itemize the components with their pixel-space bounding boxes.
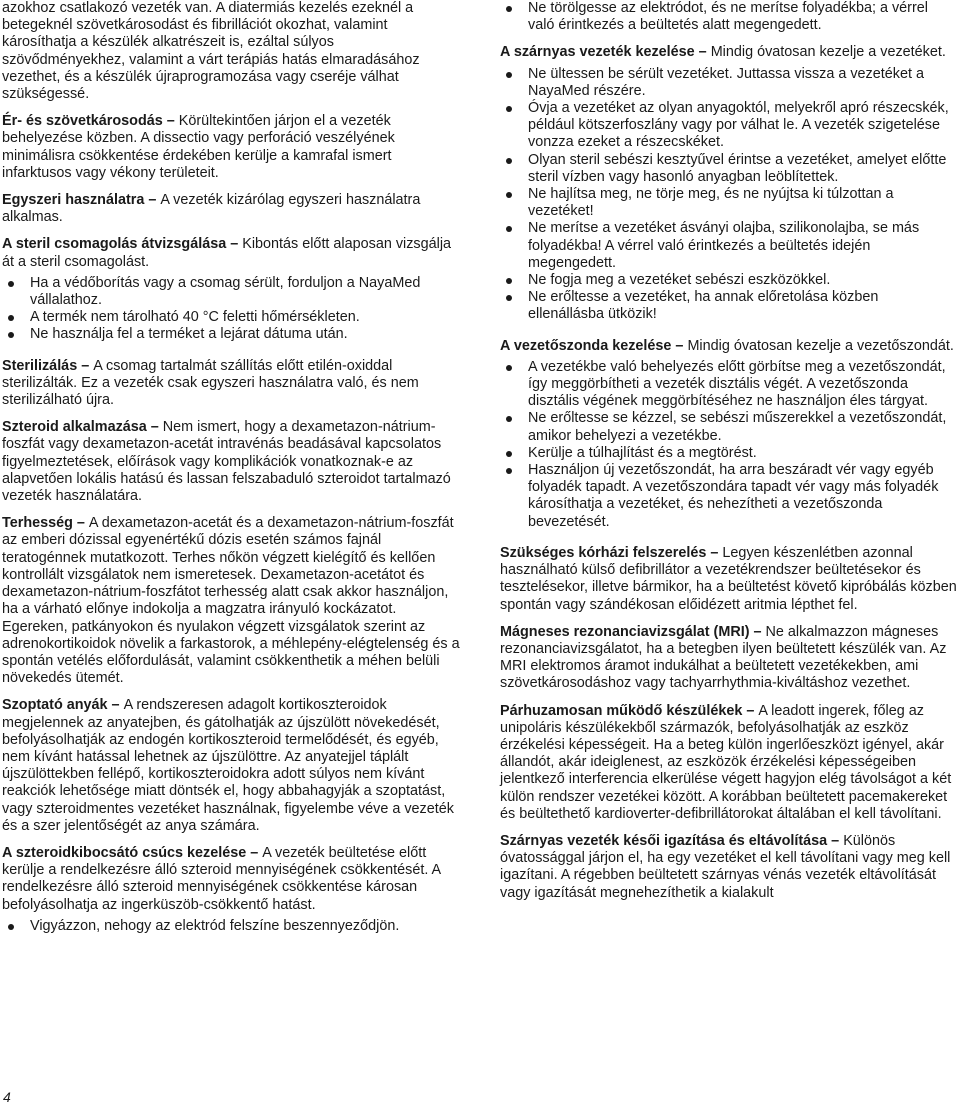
section-sterile-inspection bbox=[2, 236, 460, 270]
section-heading: Párhuzamosan működő készülékek – bbox=[500, 702, 759, 719]
section-single-use bbox=[2, 192, 460, 226]
list-item: Ne törölgesse az elektródot, és ne merítse folyadékba; a vérrel való érintkezés a beültetés alatt megengedett. bbox=[500, 0, 958, 34]
section-nursing-mothers bbox=[2, 697, 460, 835]
section-text: A vezeték beültetése előtt kerülje a rendelkezésre álló szteroid mennyiségének csökkentését. A rendelkezésre álló szteroid mennyiségének csökkentése károsan befolyásolhatja az ingerküszöb-csökkentő hatást. bbox=[2, 844, 441, 913]
section-steroid-tip bbox=[2, 845, 460, 914]
intro-paragraph: azokhoz csatlakozó vezeték van. A diatermiás kezelés ezeknél a betegeknél szövetkárosodást és fibrillációt okozhat, valamint károsíthatja a készülék alkatrészeit is, ezáltal súlyos szövődményekhez, valamint a várt terápiás hatás elmaradásához vezethet, és a készülék újraprogramozása vagy cseréje válhat szükségessé. bbox=[2, 0, 420, 103]
section-vessel-damage bbox=[2, 113, 460, 182]
section-mri bbox=[500, 624, 958, 693]
section-heading: Ér- és szövetkárosodás – bbox=[2, 113, 179, 130]
section-heading: A steril csomagolás átvizsgálása – bbox=[2, 236, 243, 253]
section-stylet-handling bbox=[500, 338, 958, 355]
list-item: Óvja a vezetéket az olyan anyagoktól, melyekről apró részecskék, például kötszerfoszlány vagy por válhat le. A vezeték szigetelése vonzza ezeket a részecskéket. bbox=[500, 100, 958, 152]
list-item: Ne merítse a vezetéket ásványi olajba, szilikonolajba, se más folyadékba! A vérrel való érintkezés a beültetés idején megengedett. bbox=[500, 220, 958, 272]
steroid-tip-bullet-list bbox=[2, 918, 460, 935]
section-heading: A szteroidkibocsátó csúcs kezelése – bbox=[2, 844, 263, 861]
section-heading: Szteroid alkalmazása – bbox=[2, 419, 163, 436]
right-column bbox=[500, 0, 958, 912]
section-text: A vezeték kizárólag egyszeri használatra alkalmas. bbox=[2, 192, 421, 226]
section-text: Mindig óvatosan kezelje a vezetőszondát. bbox=[687, 337, 954, 354]
section-pregnancy bbox=[2, 515, 460, 687]
section-text: Ne alkalmazzon mágneses rezonanciavizsgálatot, ha a betegben ilyen beültetett készülék van. Az MRI elektromos áramot indukálhat a beültetett vezetékekben, ami szövetkárosodáshoz vagy tachyarrhythmia-kiváltáshoz vezethet. bbox=[500, 623, 947, 692]
section-concurrent-devices bbox=[500, 703, 958, 823]
section-heading: Szárnyas vezeték késői igazítása és eltávolítása – bbox=[500, 832, 844, 849]
list-item: Kerülje a túlhajlítást és a megtörést. bbox=[500, 445, 958, 462]
page-number: 4 bbox=[3, 1089, 11, 1105]
section-heading: A szárnyas vezeték kezelése – bbox=[500, 44, 711, 61]
section-hospital-equipment bbox=[500, 545, 958, 614]
top-bullet-list bbox=[500, 0, 958, 34]
list-item: Ne hajlítsa meg, ne törje meg, és ne nyújtsa ki túlzottan a vezetéket! bbox=[500, 186, 958, 220]
section-heading: A vezetőszonda kezelése – bbox=[500, 337, 688, 354]
list-item: Ha a védőborítás vagy a csomag sérült, forduljon a NayaMed vállalathoz. bbox=[2, 275, 460, 309]
section-text: Nem ismert, hogy a dexametazon-nátrium-foszfát vagy dexametazon-acetát intravénás beadásával kapcsolatos figyelmeztetések, előírások vagy komplikációk vonatkoznak-e az alapvetően lokális hatású és lassan felszabaduló szteroidot tartalmazó vezeték használatára. bbox=[2, 419, 451, 505]
section-heading: Szoptató anyák – bbox=[2, 697, 124, 714]
list-item: Használjon új vezetőszondát, ha arra beszáradt vér vagy egyéb folyadék tapadt. A vezetőszondára tapadt vér vagy más folyadék károsíthatja a vezetéket, és nehezítheti a vezetőszonda bevezetését. bbox=[500, 462, 958, 531]
list-item: A vezetékbe való behelyezés előtt görbítse meg a vezetőszondát, így meggörbítheti a vezeték disztális végét. A vezetőszonda disztális végének meggörbítéséhez ne használjon éles tárgyat. bbox=[500, 359, 958, 411]
section-text: Különös óvatossággal járjon el, ha egy vezetéket el kell távolítani vagy meg kell igazítani. A régebben beültetett szárnyas vénás vezeték eltávolítását vagy igazítását megnehezíthetik a kialakult bbox=[500, 832, 951, 901]
section-text: Körültekintően járjon el a vezeték behelyezése közben. A dissectio vagy perforáció veszélyének minimálisra csökkentése érdekében kerülje a kamrafal ismert infarktusos vagy vékony területeit. bbox=[2, 113, 395, 181]
section-heading: Mágneses rezonanciavizsgálat (MRI) – bbox=[500, 623, 766, 640]
list-item: Ne ültessen be sérült vezetéket. Juttassa vissza a vezetéket a NayaMed részére. bbox=[500, 66, 958, 100]
section-text: Legyen készenlétben azonnal használható külső defibrillátor a vezetékrendszer beültetésekor és tesztelésekor, illetve bármikor, ha a beültetést követő kipróbálás közben spontán vagy szándékosan előidézett aritmia lépthet fel. bbox=[500, 544, 957, 613]
section-text: A rendszeresen adagolt kortikoszteroidok megjelennek az anyatejben, és gátolhatják az újszülött növekedését, befolyásolhatják az endogén kortikoszteroid termelődését, és egyéb, nem kívánt hatással lehetnek az újszülöttre. Az anyatejjel táplált újszülöttekben fellépő, kortikoszteroidokra adott súlyos nem kívánt reakciók lehetősége miatt döntsék el, hogy abbahagyják a szoptatást, vagy szteroidmentes vezetéket használnak, figyelembe véve a vezeték és a szer jelentőségét az anya számára. bbox=[2, 697, 454, 834]
section-steroid-use bbox=[2, 419, 460, 505]
sterile-bullet-list bbox=[2, 275, 460, 344]
list-item: Olyan steril sebészi kesztyűvel érintse a vezetéket, amelyet előtte steril vízben vagy hasonló anyagban leöblítettek. bbox=[500, 152, 958, 186]
section-heading: Szükséges kórházi felszerelés – bbox=[500, 544, 723, 561]
section-winged-lead-handling bbox=[500, 44, 958, 61]
section-text: A leadott ingerek, főleg az unipoláris készülékekből származók, befolyásolhatják az eszköz érzékelési képességeit. Ha a beteg külön ingerlőeszközt igényel, akár állandót, akár ideiglenest, az eszközök érzékelési képességeiben jelentkező interferencia elkerülése végett hagyjon elég távolságot a két külön rendszer vezetékei között. A korábban beültetett pacemakereket és beültethető kardioverter-defibrillátorokat általában el kell távolítani. bbox=[500, 702, 952, 822]
section-heading: Egyszeri használatra – bbox=[2, 192, 161, 209]
stylet-bullet-list bbox=[500, 359, 958, 531]
section-heading: Sterilizálás – bbox=[2, 357, 94, 374]
list-item: Ne fogja meg a vezetéket sebészi eszközökkel. bbox=[500, 272, 958, 289]
winged-lead-bullet-list bbox=[500, 66, 958, 324]
section-late-adjustment bbox=[500, 833, 958, 902]
list-item: Vigyázzon, nehogy az elektród felszíne beszennyeződjön. bbox=[2, 918, 460, 935]
left-column bbox=[2, 0, 460, 943]
section-text: Kibontás előtt alaposan vizsgálja át a steril csomagolást. bbox=[2, 236, 452, 270]
section-text: A csomag tartalmát szállítás előtt etilén-oxiddal sterilizálták. Ez a vezeték csak egyszeri használatra való, és nem sterilizálható újra. bbox=[2, 357, 419, 409]
section-text: Mindig óvatosan kezelje a vezetéket. bbox=[710, 44, 946, 61]
section-heading: Terhesség – bbox=[2, 515, 89, 532]
list-item: A termék nem tárolható 40 °C feletti hőmérsékleten. bbox=[2, 309, 460, 326]
section-sterilization bbox=[2, 358, 460, 410]
list-item: Ne erőltesse a vezetéket, ha annak előretolása közben ellenállásba ütközik! bbox=[500, 289, 958, 323]
list-item: Ne használja fel a terméket a lejárat dátuma után. bbox=[2, 326, 460, 343]
section-text: A dexametazon-acetát és a dexametazon-nátrium-foszfát az emberi dózissal egyenértékű dózis esetén számos fajnál teratogénnek mutatkozott. Terhes nőkön végzett kielégítő és kellően kontrollált vizsgálatok nem ismeretesek. Dexametazon-acetátot és dexametazon-nátrium-foszfátot terhesség alatt csak akkor használjon, ha a várható előnye indokolja a magzatra irányuló kockázatot. Egereken, patkányokon és nyulakon végzett vizsgálatok szerint az adrenokortikoidok növelik a farkastorok, a méhlepény-elégtelenség és a spontán vetélés előfordulását, valamint csökkenthetik a méhen belüli növekedés ütemét. bbox=[2, 515, 460, 687]
list-item: Ne erőltesse se kézzel, se sebészi műszerekkel a vezetőszondát, amikor behelyezi a vezetékbe. bbox=[500, 410, 958, 444]
